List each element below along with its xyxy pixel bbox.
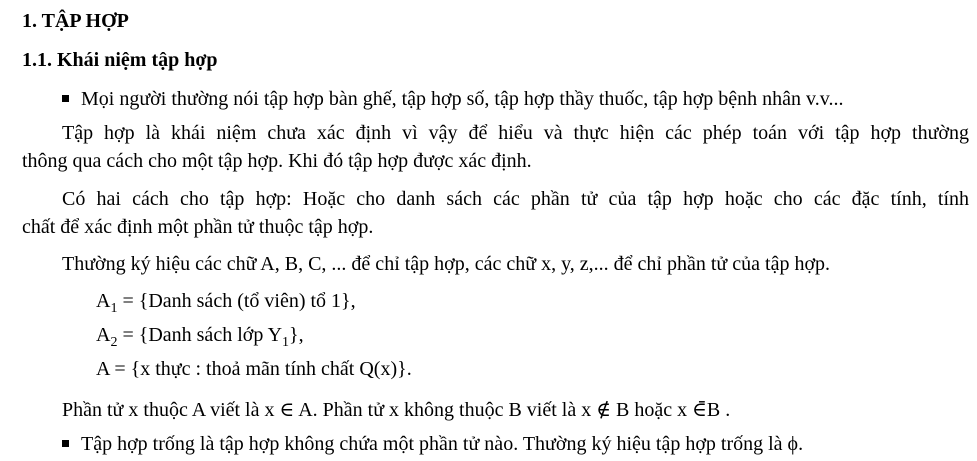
example-a1: [96, 288, 356, 314]
square-bullet-icon: [62, 95, 69, 102]
example-a2-subscript-2: 1: [282, 335, 290, 350]
example-a2: [96, 322, 304, 348]
example-a2-subscript: 2: [110, 335, 118, 350]
example-a1-base: A: [96, 290, 111, 312]
paragraph-1-line-2: thông qua cách cho một tập hợp. Khi đó tập hợp được xác định.: [22, 150, 532, 172]
paragraph-2-line-1: Có hai cách cho tập hợp: Hoặc cho danh sách các phần tử của tập hợp hoặc cho các đặc tính, tính: [62, 188, 969, 210]
square-bullet-icon: [62, 440, 69, 447]
paragraph-2-line-2: chất để xác định một phần tử thuộc tập hợp.: [22, 216, 374, 238]
paragraph-1-line-1: Tập hợp là khái niệm chưa xác định vì vậy để hiểu và thực hiện các phép toán với tập hợp thường: [62, 122, 969, 144]
subsection-heading: 1.1. Khái niệm tập hợp: [22, 49, 218, 71]
paragraph-4: Phần tử x thuộc A viết là x ∈ A. Phần tử x không thuộc B viết là x ∉ B hoặc x ∈̄B .: [62, 399, 731, 421]
example-a1-rest: = {Danh sách (tổ viên) tổ 1},: [117, 290, 356, 312]
paragraph-3: Thường ký hiệu các chữ A, B, C, ... để chỉ tập hợp, các chữ x, y, z,... để chỉ phần tử của tập hợp.: [62, 253, 831, 275]
bullet-text-2: Tập hợp trống là tập hợp không chứa một phần tử nào. Thường ký hiệu tập hợp trống là ϕ.: [81, 433, 804, 455]
section-heading: 1. TẬP HỢP: [22, 10, 129, 32]
example-a3: A = {x thực : thoả mãn tính chất Q(x)}.: [96, 358, 412, 380]
bullet-paragraph-2: [62, 431, 803, 457]
example-a1-subscript: 1: [110, 301, 118, 316]
bullet-text-1: Mọi người thường nói tập hợp bàn ghế, tập hợp số, tập hợp thầy thuốc, tập hợp bệnh nhân v.v...: [81, 88, 844, 110]
example-a2-end: },: [289, 324, 304, 346]
example-a2-base: A: [96, 324, 111, 346]
example-a2-mid: = {Danh sách lớp Y: [117, 324, 283, 346]
bullet-paragraph-1: [62, 86, 843, 112]
